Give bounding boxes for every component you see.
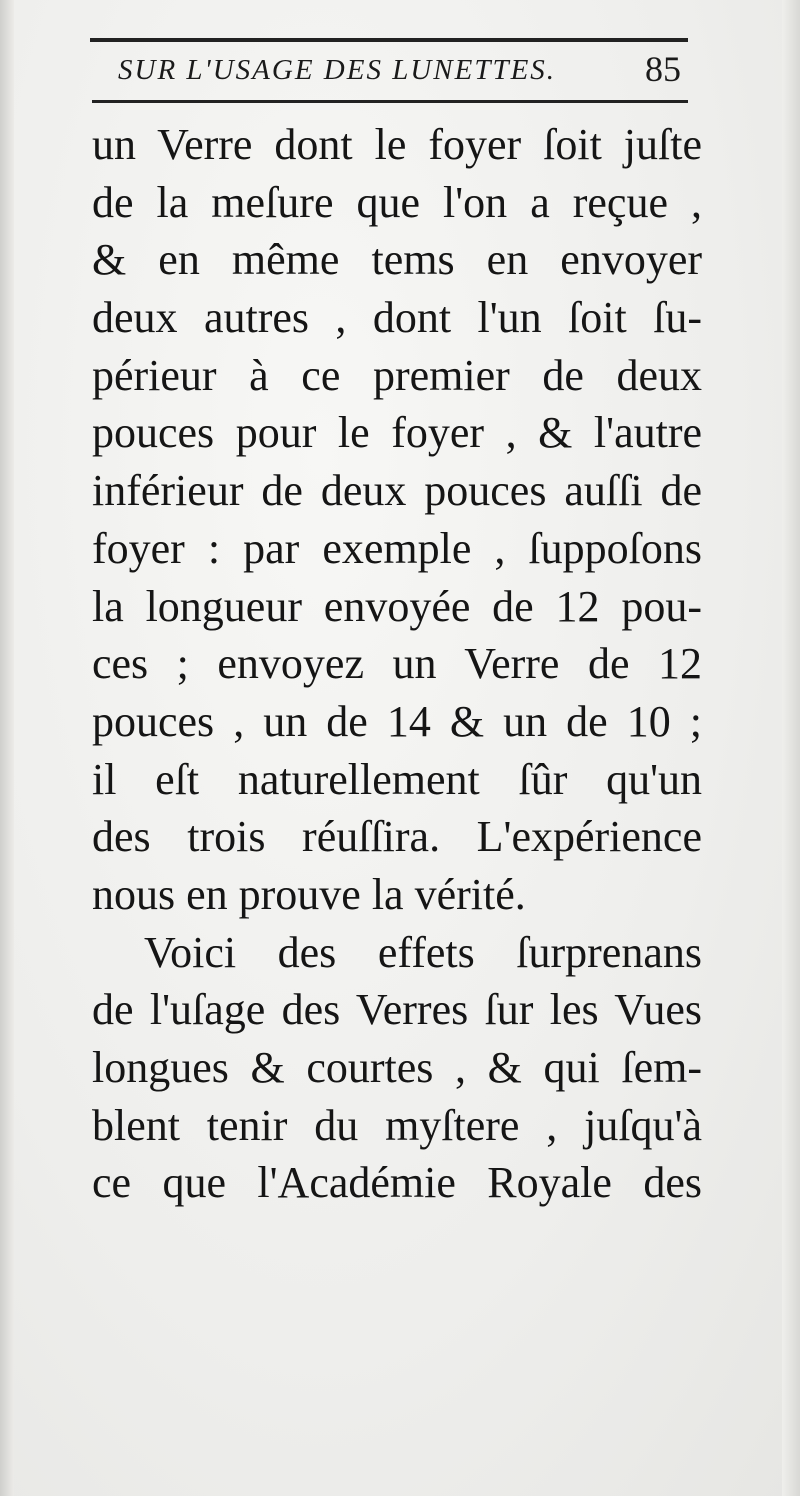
text-line: pouces pour le foyer , & l'autre (92, 408, 702, 458)
header-bottom-rule (92, 100, 688, 103)
page-number: 85 (645, 49, 681, 89)
text-line-last: nous en prouve la vérité. (92, 869, 526, 919)
text-line: de la meſure que l'on a reçue , (92, 177, 702, 227)
text-line: de l'uſage des Verres ſur les Vues (92, 985, 702, 1035)
text-line: foyer : par exemple , ſuppoſons (92, 523, 702, 573)
body-text (92, 116, 702, 1212)
paragraph-opening-line: Voici des effets ſurprenans (144, 927, 702, 977)
page-right-edge (782, 0, 800, 1496)
text-line: il eſt naturellement ſûr qu'un (92, 754, 702, 804)
text-line: & en même tems en envoyer (92, 235, 702, 285)
header-top-rule (90, 38, 688, 42)
text-line: blent tenir du myſtere , juſqu'à (92, 1100, 702, 1150)
text-line: inférieur de deux pouces auſſi de (92, 466, 702, 516)
text-line: des trois réuſſira. L'expérience (92, 812, 702, 862)
text-line: la longueur envoyée de 12 pou- (92, 581, 702, 631)
text-line: ce que l'Académie Royale des (92, 1158, 702, 1208)
running-head: SUR L'USAGE DES LUNETTES. (118, 54, 557, 86)
text-line: pouces , un de 14 & un de 10 ; (92, 696, 702, 746)
page-left-edge (0, 0, 14, 1496)
text-line: un Verre dont le foyer ſoit juſte (92, 120, 702, 169)
text-line: périeur à ce premier de deux (92, 350, 702, 400)
text-line: ces ; envoyez un Verre de 12 (92, 639, 702, 689)
text-line: longues & courtes , & qui ſem- (92, 1043, 702, 1092)
text-line: deux autres , dont l'un ſoit ſu- (92, 293, 702, 343)
